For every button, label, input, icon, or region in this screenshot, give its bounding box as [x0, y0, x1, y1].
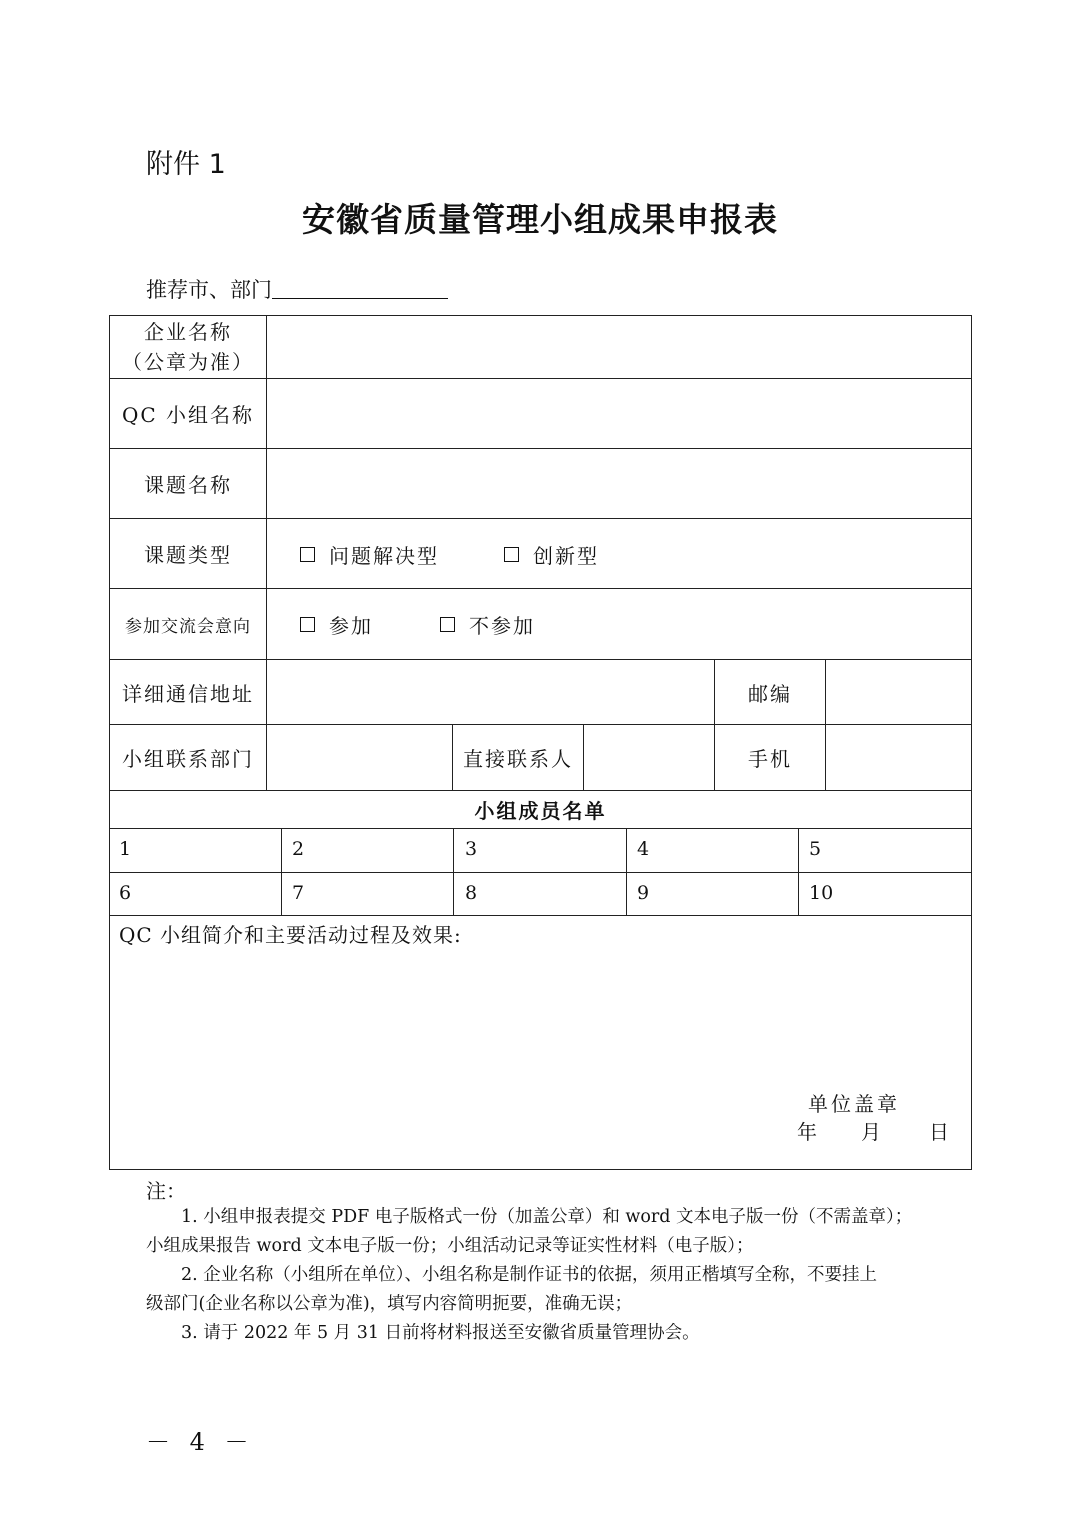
- member-number: 10: [809, 882, 834, 904]
- members-heading: 小组成员名单: [474, 799, 607, 823]
- exchange-option-attend[interactable]: [300, 610, 373, 639]
- column-divider: [798, 828, 799, 915]
- note-line: 3. 请于 2022 年 5 月 31 日前将材料报送至安徽省质量管理协会。: [181, 1323, 700, 1343]
- checkbox-icon[interactable]: [300, 617, 315, 632]
- notes-heading: 注：: [146, 1179, 186, 1203]
- topic-name-label: 课题名称: [144, 473, 232, 497]
- attachment-label: 附件 1: [146, 149, 226, 180]
- company-name-label-line2: （公章为准）: [122, 350, 254, 374]
- member-number: 6: [119, 882, 132, 904]
- contact-dept-label: 小组联系部门: [122, 747, 254, 771]
- column-divider: [281, 828, 282, 915]
- column-divider: [453, 828, 454, 915]
- qc-group-name-input[interactable]: [267, 379, 971, 448]
- member-number: 9: [637, 882, 650, 904]
- recommend-blank-line[interactable]: [272, 276, 448, 299]
- page-number: － 4 －: [146, 1428, 255, 1456]
- row-divider: [109, 915, 972, 916]
- member-number: 7: [292, 882, 305, 904]
- date-month-label: 月: [861, 1120, 881, 1144]
- member-number: 2: [292, 838, 305, 860]
- member-number: 8: [465, 882, 478, 904]
- table-border-right: [971, 315, 972, 1169]
- recommend-field: [146, 274, 448, 304]
- option-label: 不参加: [469, 614, 535, 638]
- mobile-label: 手机: [748, 747, 792, 771]
- direct-contact-label: 直接联系人: [463, 747, 573, 771]
- qc-group-name-label: QC 小组名称: [121, 403, 255, 427]
- checkbox-icon[interactable]: [300, 547, 315, 562]
- note-line: 2. 企业名称（小组所在单位）、小组名称是制作证书的依据，须用正楷填写全称，不要挂上: [181, 1265, 878, 1285]
- topic-type-option-problem-solving[interactable]: [300, 540, 439, 569]
- seal-label: 单位盖章: [808, 1092, 900, 1116]
- contact-dept-input[interactable]: [267, 725, 452, 790]
- topic-type-label: 课题类型: [144, 543, 232, 567]
- date-year-label: 年: [797, 1120, 817, 1144]
- topic-type-option-innovation[interactable]: [504, 540, 599, 569]
- company-name-label: [110, 316, 266, 378]
- row-divider: [109, 872, 972, 873]
- member-number: 1: [119, 838, 132, 860]
- note-line: 级部门(企业名称以公章为准)，填写内容简明扼要，准确无误；: [146, 1294, 633, 1314]
- option-label: 问题解决型: [329, 544, 439, 568]
- summary-label: QC 小组简介和主要活动过程及效果:: [119, 923, 462, 947]
- mobile-input[interactable]: [826, 725, 971, 790]
- company-name-label-line1: 企业名称: [144, 320, 232, 344]
- row-divider: [109, 828, 972, 829]
- form-title: 安徽省质量管理小组成果申报表: [302, 200, 778, 239]
- direct-contact-input[interactable]: [584, 725, 714, 790]
- company-name-input[interactable]: [267, 316, 971, 378]
- exchange-intent-label: 参加交流会意向: [125, 616, 251, 637]
- checkbox-icon[interactable]: [504, 547, 519, 562]
- member-number: 3: [465, 838, 478, 860]
- note-line: 1. 小组申报表提交 PDF 电子版格式一份（加盖公章）和 word 文本电子版一份（不需盖章）；: [181, 1207, 913, 1227]
- postcode-label: 邮编: [748, 681, 792, 706]
- exchange-option-not-attend[interactable]: [440, 610, 535, 639]
- column-divider: [626, 828, 627, 915]
- recommend-label: 推荐市、部门: [146, 278, 272, 302]
- member-number: 5: [809, 838, 822, 860]
- postcode-input[interactable]: [826, 660, 971, 724]
- checkbox-icon[interactable]: [440, 617, 455, 632]
- member-number: 4: [637, 838, 650, 860]
- option-label: 参加: [329, 614, 373, 638]
- address-input[interactable]: [267, 660, 714, 724]
- topic-name-input[interactable]: [267, 449, 971, 518]
- date-day-label: 日: [929, 1120, 949, 1144]
- table-border-bottom: [109, 1169, 972, 1170]
- option-label: 创新型: [533, 544, 599, 568]
- address-label: 详细通信地址: [122, 681, 254, 706]
- note-line: 小组成果报告 word 文本电子版一份；小组活动记录等证实性材料（电子版）；: [146, 1236, 754, 1256]
